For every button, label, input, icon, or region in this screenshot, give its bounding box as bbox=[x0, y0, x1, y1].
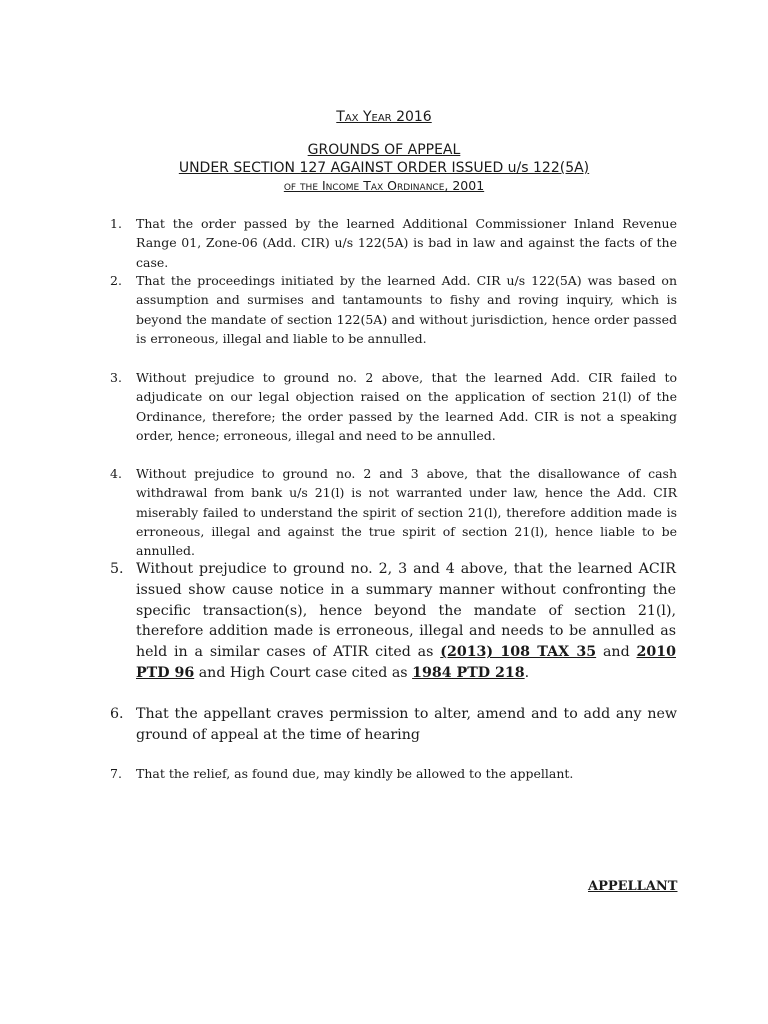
section-subtitle: UNDER SECTION 127 AGAINST ORDER ISSUED u/s 122(5A) bbox=[178, 160, 590, 176]
ground-text: That the proceedings initiated by the learned Add. CIR u/s 122(5A) was based on assumption and surmises and tantamounts to fishy and roving inquiry, which is beyond the mandate of section 122(5A) and without jurisdiction, hence order passed is erroneous, illegal and liable to be annulled. bbox=[136, 273, 677, 346]
citation-3: 1984 PTD 218 bbox=[412, 664, 525, 681]
ground-item-4 bbox=[110, 464, 677, 560]
ground-number: 1. bbox=[110, 216, 122, 231]
ordinance-subtitle: of the Income Tax Ordinance, 2001 bbox=[283, 178, 485, 193]
ground-text-end: . bbox=[524, 664, 530, 681]
ground-item-7 bbox=[110, 764, 677, 783]
citation-1: (2013) 108 TAX 35 bbox=[440, 644, 597, 661]
ground-text: That the appellant craves permission to alter, amend and to add any new ground of appeal at the time of hearing bbox=[136, 706, 677, 743]
ground-number: 7. bbox=[110, 766, 122, 781]
grounds-title: GROUNDS OF APPEAL bbox=[307, 142, 461, 158]
appellant-signature-label: APPELLANT bbox=[588, 879, 678, 894]
ground-item-6 bbox=[110, 704, 677, 746]
citation-2: 2010 PTD 96 bbox=[136, 644, 676, 681]
ground-text: That the order passed by the learned Additional Commissioner Inland Revenue Range 01, Zone-06 (Add. CIR) u/s 122(5A) is bad in law and against the facts of the case. bbox=[136, 216, 677, 270]
ground-item-3 bbox=[110, 368, 677, 445]
ground-item-2 bbox=[110, 271, 677, 348]
ground-number: 2. bbox=[110, 273, 122, 288]
ground-text: Without prejudice to ground no. 2 and 3 above, that the disallowance of cash withdrawal from bank u/s 21(l) is not warranted under law, hence the Add. CIR miserably failed to understand the spirit of section 21(l), therefore addition made is erroneous, illegal and against the true spirit of section 21(l), hence liable to be annulled. bbox=[136, 466, 677, 559]
ground-text-join: and High Court case cited as bbox=[194, 664, 413, 681]
ground-item-5 bbox=[110, 559, 676, 684]
ground-text-join: and bbox=[596, 644, 637, 661]
ground-number: 6. bbox=[110, 706, 124, 722]
ground-text: That the relief, as found due, may kindly be allowed to the appellant. bbox=[136, 766, 574, 781]
ground-number: 4. bbox=[110, 466, 122, 481]
tax-year-heading: Tax Year 2016 bbox=[336, 109, 432, 125]
ground-text: Without prejudice to ground no. 2, 3 and 4 above, that the learned ACIR issued show cause notice in a summary manner without confronting the specific transaction(s), hence beyond the mandate of section 21(l), therefore addition made is erroneous, illegal and needs to be annulled as held in a similar cases of ATIR cited as bbox=[136, 561, 676, 661]
ground-text: Without prejudice to ground no. 2 above, that the learned Add. CIR failed to adjudicate on our legal objection raised on the application of section 21(l) of the Ordinance, therefore; the order passed by the learned Add. CIR is not a speaking order, hence; erroneous, illegal and need to be annulled. bbox=[136, 370, 677, 443]
ground-item-1 bbox=[110, 214, 677, 272]
ground-number: 3. bbox=[110, 370, 122, 385]
ground-number: 5. bbox=[110, 561, 124, 577]
